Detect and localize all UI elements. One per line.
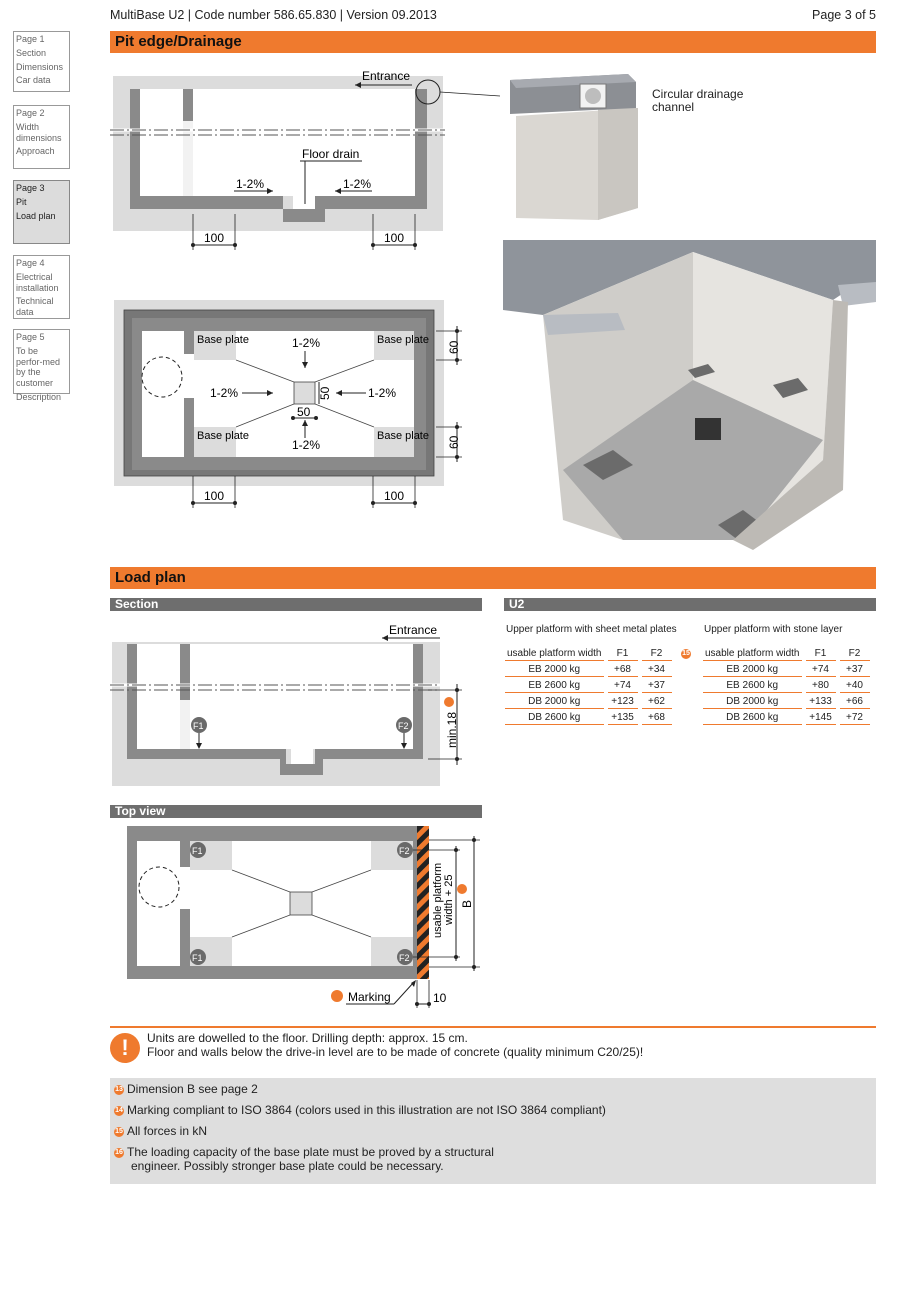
footnote bbox=[114, 1145, 872, 1173]
loadplan-section-drawing bbox=[110, 618, 480, 788]
f2-marker: F2 bbox=[398, 721, 409, 731]
pit-heading: Pit edge/Drainage bbox=[110, 31, 876, 53]
f2-marker-top: F2 bbox=[399, 846, 410, 856]
page-indicator: Page 3 of 5 bbox=[812, 8, 876, 22]
usable-width-label-2: width + 25 bbox=[443, 874, 455, 925]
footnote-number: 14 bbox=[115, 1106, 123, 1114]
u2-title-bar: U2 bbox=[504, 598, 876, 611]
table-row bbox=[703, 679, 870, 693]
sidebar-line: Section bbox=[16, 47, 47, 58]
table-cell: +68 bbox=[642, 711, 672, 725]
f1-marker: F1 bbox=[193, 721, 204, 731]
dim-10-label: 10 bbox=[433, 991, 447, 1005]
sidebar-item-page2[interactable] bbox=[13, 105, 70, 169]
table-cell: DB 2000 kg bbox=[703, 695, 802, 709]
footnote-text: Dimension B see page 2 bbox=[127, 1082, 258, 1096]
table-cell: +66 bbox=[840, 695, 870, 709]
sidebar-line: Pit bbox=[16, 196, 27, 207]
sidebar-page-label: Page 5 bbox=[16, 332, 45, 342]
warning-text bbox=[147, 1031, 643, 1059]
sidebar-page-label: Page 4 bbox=[16, 258, 45, 268]
table-cell: +37 bbox=[840, 663, 870, 677]
entrance-label: Entrance bbox=[362, 69, 411, 83]
table-cell: EB 2000 kg bbox=[505, 663, 604, 677]
document-title: MultiBase U2 | Code number 586.65.830 | Version 09.2013 bbox=[110, 8, 437, 22]
dim-50-v: 50 bbox=[318, 386, 332, 400]
table-cell: DB 2600 kg bbox=[703, 711, 802, 725]
table-cell: +135 bbox=[608, 711, 638, 725]
table-header: F1 bbox=[608, 647, 638, 661]
table-cell: +37 bbox=[642, 679, 672, 693]
warning-icon: ! bbox=[110, 1033, 140, 1063]
pit-3d-illustration bbox=[503, 240, 876, 550]
table-cell: EB 2600 kg bbox=[505, 679, 604, 693]
usable-width-label-1: usable platform bbox=[432, 862, 444, 938]
sidebar-line: Car data bbox=[16, 75, 51, 86]
table-row bbox=[505, 679, 672, 693]
sidebar-line: To be perfor-med by the customer bbox=[16, 345, 61, 389]
table-row bbox=[505, 663, 672, 677]
dim-60-top: 60 bbox=[447, 340, 461, 354]
slope-top-label: 1-2% bbox=[292, 336, 321, 350]
marking-label: Marking bbox=[348, 990, 391, 1004]
pit-top-view-drawing bbox=[110, 296, 480, 512]
table-header: usable platform width bbox=[705, 648, 800, 659]
warning-line-2: Floor and walls below the drive-in level are to be made of concrete (quality minimum C20/25)! bbox=[147, 1045, 644, 1059]
table-cell: DB 2600 kg bbox=[505, 711, 604, 725]
footnote bbox=[114, 1103, 872, 1117]
f1-marker-top: F1 bbox=[192, 846, 203, 856]
warning-line-1: Units are dowelled to the floor. Drilling depth: approx. 15 cm. bbox=[147, 1031, 468, 1045]
sidebar-line: Technical data bbox=[16, 296, 54, 318]
footnote-text: All forces in kN bbox=[127, 1124, 208, 1138]
footnote-text: Marking compliant to ISO 3864 (colors used in this illustration are not ISO 3864 compliant) bbox=[127, 1103, 606, 1117]
sidebar-line: Approach bbox=[16, 146, 55, 157]
table-cell: +74 bbox=[608, 679, 638, 693]
footnote-text: The loading capacity of the base plate must be proved by a structural bbox=[127, 1145, 494, 1159]
sidebar-page-label: Page 1 bbox=[16, 34, 45, 44]
footnote-number: 16 bbox=[115, 1148, 123, 1156]
table-header: usable platform width bbox=[507, 648, 602, 659]
sidebar-page-label: Page 3 bbox=[16, 183, 45, 193]
sidebar-line: Width dimensions bbox=[16, 121, 62, 143]
table-cell: EB 2000 kg bbox=[703, 663, 802, 677]
dim-60-bottom: 60 bbox=[447, 435, 461, 449]
table-row bbox=[505, 711, 672, 725]
table-header: F2 bbox=[642, 647, 672, 661]
sidebar-page-label: Page 2 bbox=[16, 108, 45, 118]
table-row bbox=[703, 695, 870, 709]
pit-section-drawing bbox=[110, 64, 510, 254]
sidebar-item-page3[interactable] bbox=[13, 180, 70, 244]
b-dimension-label: B bbox=[460, 899, 474, 908]
footnote-badge-15: 15 bbox=[682, 650, 690, 657]
slope-left-topview: 1-2% bbox=[210, 386, 239, 400]
sidebar-line: Description bbox=[16, 391, 62, 402]
dim-100-right-tv: 100 bbox=[384, 489, 405, 503]
slope-left-label: 1-2% bbox=[236, 177, 265, 191]
table-header: F2 bbox=[840, 647, 870, 661]
table-cell: +68 bbox=[608, 663, 638, 677]
dim-50-h: 50 bbox=[297, 405, 311, 419]
table-cell: +145 bbox=[806, 711, 836, 725]
f2-marker-bottom: F2 bbox=[399, 953, 410, 963]
table-cell: +72 bbox=[840, 711, 870, 725]
table2-caption: Upper platform with stone layer bbox=[704, 624, 843, 635]
warning-divider bbox=[110, 1026, 876, 1028]
slope-bottom-label: 1-2% bbox=[292, 438, 321, 452]
table-cell: +34 bbox=[642, 663, 672, 677]
sidebar-item-page1[interactable] bbox=[13, 31, 70, 92]
table-row bbox=[703, 711, 870, 725]
footnote-number: 15 bbox=[115, 1127, 123, 1135]
table-cell: +74 bbox=[806, 663, 836, 677]
f1-marker-bottom: F1 bbox=[192, 953, 203, 963]
table-cell: +123 bbox=[608, 695, 638, 709]
dim-100-left-tv: 100 bbox=[204, 489, 225, 503]
base-plate-br: Base plate bbox=[377, 430, 429, 442]
slope-right-topview: 1-2% bbox=[368, 386, 397, 400]
top-view-title-bar: Top view bbox=[110, 805, 482, 818]
drainage-channel-caption: Circular drainage channel bbox=[652, 87, 744, 114]
table-row bbox=[703, 663, 870, 677]
section-title-bar: Section bbox=[110, 598, 482, 611]
table-header-row bbox=[703, 647, 870, 661]
dim-100-right: 100 bbox=[384, 231, 405, 245]
table-cell: DB 2000 kg bbox=[505, 695, 604, 709]
load-table-sheet-metal bbox=[501, 645, 676, 727]
sidebar-line: Load plan bbox=[16, 210, 56, 221]
base-plate-bl: Base plate bbox=[197, 430, 249, 442]
footnotes-box bbox=[110, 1078, 876, 1184]
table-cell: +80 bbox=[806, 679, 836, 693]
slope-right-label: 1-2% bbox=[343, 177, 372, 191]
table-cell: EB 2600 kg bbox=[703, 679, 802, 693]
sidebar-item-page4[interactable] bbox=[13, 255, 70, 319]
table-cell: +133 bbox=[806, 695, 836, 709]
table1-caption: Upper platform with sheet metal plates bbox=[506, 624, 677, 635]
footnote-text-continued: engineer. Possibly stronger base plate could be necessary. bbox=[131, 1159, 444, 1173]
base-plate-tr: Base plate bbox=[377, 334, 429, 346]
table-row bbox=[505, 695, 672, 709]
floor-drain-label: Floor drain bbox=[302, 147, 360, 161]
table-cell: +62 bbox=[642, 695, 672, 709]
load-table-stone-layer bbox=[699, 645, 874, 727]
entrance-label-section: Entrance bbox=[389, 623, 438, 637]
sidebar-item-page5[interactable] bbox=[13, 329, 70, 402]
drainage-channel-illustration bbox=[508, 68, 643, 223]
loadplan-top-view-drawing bbox=[110, 822, 490, 1012]
loadplan-heading: Load plan bbox=[110, 567, 876, 589]
table-cell: +40 bbox=[840, 679, 870, 693]
sidebar-line: Electrical installation bbox=[16, 271, 59, 293]
footnote bbox=[114, 1124, 872, 1138]
footnote-number: 13 bbox=[115, 1085, 123, 1093]
table-header-row bbox=[505, 647, 672, 661]
table-header: F1 bbox=[806, 647, 836, 661]
min-height-label: min.18 bbox=[445, 711, 459, 748]
base-plate-tl: Base plate bbox=[197, 334, 249, 346]
footnote bbox=[114, 1082, 872, 1096]
sidebar-line: Dimensions bbox=[16, 61, 64, 72]
dim-100-left: 100 bbox=[204, 231, 225, 245]
